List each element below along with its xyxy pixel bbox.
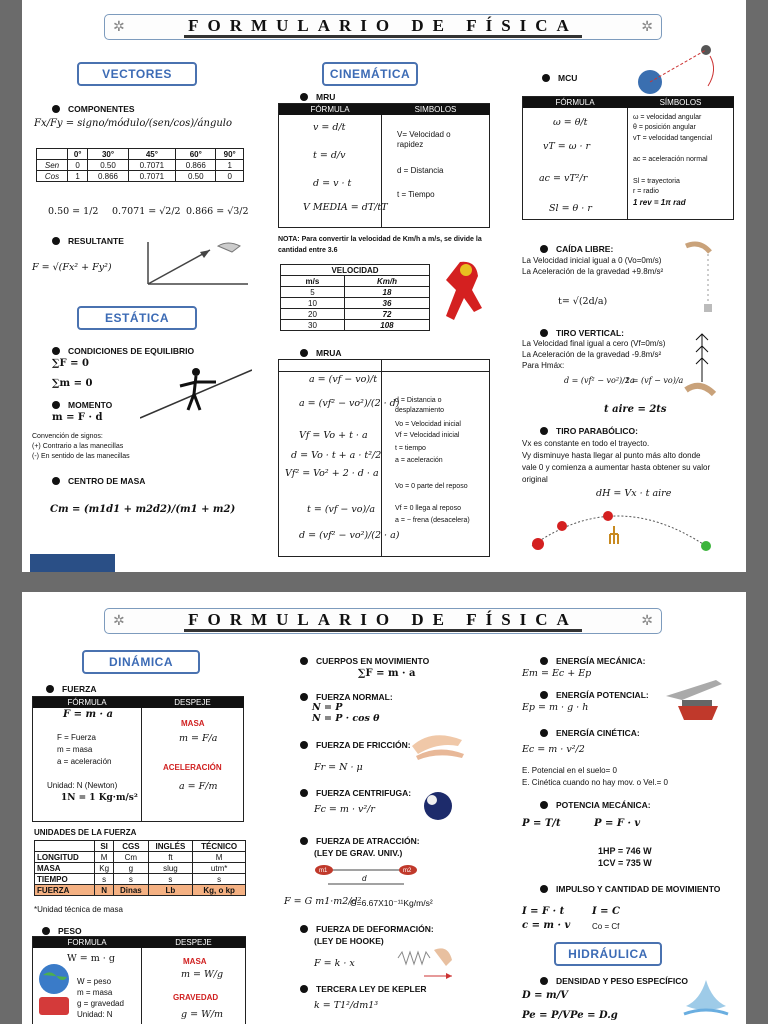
bullet-icon — [46, 685, 54, 693]
bullet-centro-masa: CENTRO DE MASA — [52, 476, 145, 486]
bullet-densidad: DENSIDAD Y PESO ESPECÍFICO — [540, 976, 688, 986]
m2-label: m2 — [403, 868, 412, 874]
mcu-symbol-6: r = radio — [633, 188, 659, 195]
impulso-formula-2: I = C — [592, 906, 620, 917]
scale-globe-illustration — [35, 959, 73, 1019]
mrua-formula-1: a = (vf − vo)/t — [309, 374, 378, 385]
mrua-formula-7: d = (vf² − vo²)/(2 · a) — [299, 530, 400, 541]
m1-label: m1 — [319, 868, 328, 874]
bullet-resultante: RESULTANTE — [52, 236, 124, 246]
bullet-icon — [42, 927, 50, 935]
tv-line-3: Para Hmáx: — [522, 361, 565, 370]
bullet-icon — [52, 105, 60, 113]
formulario-page-1 — [22, 0, 746, 572]
ornament-icon: ✲ — [113, 18, 125, 34]
bullet-fuerza: FUERZA — [46, 684, 96, 694]
mru-header-simbolos: SIMBOLOS — [381, 104, 490, 115]
bullet-icon — [52, 401, 60, 409]
table-row: LONGITUD M Cm ft M — [35, 852, 246, 863]
page-tab-marker — [30, 554, 115, 572]
bullet-energia-cinetica: ENERGÍA CINÉTICA: — [540, 728, 640, 738]
bullet-impulso: IMPULSO Y CANTIDAD DE MOVIMIENTO — [540, 884, 720, 894]
bullet-condiciones: CONDICIONES DE EQUILIBRIO — [52, 346, 194, 356]
unidades-title: UNIDADES DE LA FUERZA — [34, 828, 137, 837]
mrua-table — [278, 359, 490, 557]
peso-def-4: Unidad: N — [77, 1010, 113, 1019]
parabolic-trajectory-illustration — [522, 500, 722, 556]
mov-formula: ∑F = m · a — [358, 668, 416, 679]
bullet-atraccion: FUERZA DE ATRACCIÓN: — [300, 836, 420, 846]
mcu-symbol-1: ω = velocidad angular — [633, 114, 702, 121]
fuerza-def-2: m = masa — [57, 745, 93, 754]
tv-line-1: La Velocidad final igual a cero (Vf=0m/s) — [522, 339, 666, 348]
bullet-cuerpos-movimiento: CUERPOS EN MOVIMIENTO — [300, 656, 429, 666]
section-dinamica: DINÁMICA — [82, 650, 200, 674]
masa-formula: m = F/a — [179, 733, 218, 744]
table-row: 5 18 — [281, 287, 430, 298]
normal-formula-1: N = P — [312, 702, 343, 713]
mrua-formula-6: t = (vf − vo)/a — [307, 504, 376, 515]
section-cinematica: CINEMÁTICA — [322, 62, 418, 86]
tp-line-1: Vx es constante en todo el trayecto. — [522, 439, 650, 448]
mru-table — [278, 103, 490, 228]
normal-formula-2: N = P · cos θ — [312, 713, 380, 724]
mru-header-formula: FÓRMULA — [279, 104, 381, 115]
velocidad-table: VELOCIDAD m/s Km/h 5 18 10 36 20 72 30 108 — [280, 264, 430, 331]
vector-diagram — [140, 236, 260, 292]
convencion-title: Convención de signos: — [32, 433, 103, 440]
table-row: Cos 1 0.866 0.7071 0.50 0 — [37, 171, 244, 182]
cinetica-note-1: E. Potencial en el suelo= 0 — [522, 766, 617, 775]
unidad-label: Unidad: N (Newton) — [47, 781, 118, 790]
pe-formula-1: Pe = P/V — [522, 1010, 570, 1021]
tp-line-4: original — [522, 475, 548, 484]
mcu-symbol-5: Sl = trayectoria — [633, 178, 680, 185]
table-row: 10 36 — [281, 298, 430, 309]
orbit-illustration — [628, 42, 724, 96]
masa-label: MASA — [181, 719, 205, 728]
convencion-1: (+) Contrario a las manecillas — [32, 443, 124, 450]
mru-formula-3: d = v · t — [313, 178, 352, 189]
falling-object-illustration — [684, 240, 724, 316]
bullet-icon — [540, 329, 548, 337]
mrua-formula-3: Vf = Vo + t · a — [299, 430, 368, 441]
mcu-table: FÓRMULA SÍMBOLOS ω = θ/t vT = ω · r ac = vT²/r Sl = θ · r ω = velocidad angular θ = posición angular vT = velocidad tangencial ac = aceleración normal Sl = trayectoria r = radio 1 rev = 1π rad — [522, 96, 734, 220]
section-estatica: ESTÁTICA — [77, 306, 197, 330]
bullet-potencia: POTENCIA MECÁNICA: — [540, 800, 651, 810]
fuerza-table: FÓRMULA DESPEJE F = m · a F = Fuerza m = masa a = aceleración Unidad: N (Newton) 1N = 1 Kg·m/s² MASA m = F/a ACELERACIÓN a = F/m — [32, 696, 244, 822]
formulario-page-2 — [22, 592, 746, 1024]
tv-formula-1: d = (vf² − vo²)/2a — [564, 376, 635, 385]
speedster-illustration — [440, 258, 492, 340]
table-row: MASA Kg g slug utm* — [35, 863, 246, 874]
peso-def-3: g = gravedad — [77, 999, 124, 1008]
cinetica-formula: Ec = m · v²/2 — [522, 744, 585, 755]
bullet-mru: MRU — [300, 92, 335, 102]
atraccion-g: G=6.67X10⁻¹¹Kg/m/s² — [350, 898, 433, 908]
bullet-icon — [540, 657, 548, 665]
peso-table: FORMULA DESPEJE W = m · g W = peso m = masa g = gravedad Unidad: N MASA m = W/g GRAVEDAD g = W/m — [32, 936, 246, 1024]
bullet-icon — [300, 349, 308, 357]
bullet-fuerza-normal: FUERZA NORMAL: — [300, 692, 393, 702]
resultante-formula: F = √(Fx² + Fy²) — [32, 262, 112, 273]
bullet-momento: MOMENTO — [52, 400, 112, 410]
momento-formula: m = F · d — [52, 412, 103, 423]
trig-table — [36, 148, 244, 182]
table-row: 20 72 — [281, 309, 430, 320]
ornament-icon: ✲ — [641, 18, 653, 34]
impulso-formula-1: I = F · t — [522, 906, 565, 917]
mcu-symbol-3: vT = velocidad tangencial — [633, 135, 713, 142]
fuerza-def-1: F = Fuerza — [57, 733, 96, 742]
mru-formula-2: t = d/v — [313, 150, 346, 161]
tv-formula-3: t aire = 2ts — [604, 404, 667, 415]
aceleracion-label: ACELERACIÓN — [163, 763, 222, 772]
mrua-symbol-1: d = Distancia o desplazamiento — [395, 397, 445, 414]
tp-line-2: Vy disminuye hasta llegar al punto más alto donde — [522, 451, 701, 460]
bullet-icon — [540, 245, 548, 253]
friccion-formula: Fr = N · μ — [314, 762, 363, 773]
hp-equivalence: 1HP = 746 W — [598, 846, 652, 856]
bullet-icon — [540, 729, 548, 737]
mru-symbol-3: t = Tiempo — [397, 190, 435, 199]
convencion-2: (-) En sentido de las manecillas — [32, 453, 130, 460]
table-row: Sen 0 0.50 0.7071 0.866 1 — [37, 160, 244, 171]
nota-conversion: NOTA: Para convertir la velocidad de Km/h a m/s, se divide la cantidad entre 3.6 — [278, 236, 482, 254]
mrua-formula-5: Vf² = Vo² + 2 · d · a — [285, 468, 379, 479]
mrua-symbol-4: t = tiempo — [395, 445, 426, 452]
plane-ship-illustration — [658, 676, 726, 728]
mrua-symbol-6: Vo = 0 parte del reposo — [395, 483, 468, 490]
bullet-icon — [300, 789, 308, 797]
mrua-symbol-5: a = aceleración — [395, 457, 443, 464]
peso-grav-label: GRAVEDAD — [173, 993, 219, 1002]
section-hidraulica: HIDRÁULICA — [554, 942, 662, 966]
bullet-tiro-parabolico: TIRO PARABÓLICO: — [540, 426, 638, 436]
bullet-componentes: COMPONENTES — [52, 104, 135, 114]
bullet-energia-mecanica: ENERGÍA MECÁNICA: — [540, 656, 645, 666]
mrua-symbol-3: Vf = Velocidad inicial — [395, 432, 460, 439]
peso-def-1: W = peso — [77, 977, 112, 986]
bullet-icon — [540, 691, 548, 699]
water-splash-illustration — [678, 976, 734, 1024]
bullet-tiro-vertical: TIRO VERTICAL: — [540, 328, 624, 338]
mrua-symbol-2: Vo = Velocidad inicial — [395, 421, 461, 428]
peso-grav-formula: g = W/m — [181, 1009, 224, 1020]
mru-formula-4: V MEDIA = dT/tT — [303, 202, 388, 213]
mcu-formula-1: ω = θ/t — [553, 117, 588, 128]
ornament-icon: ✲ — [113, 612, 125, 628]
fuerza-formula: F = m · a — [63, 709, 113, 720]
caida-line-1: La Velocidad inicial igual a 0 (Vo=0m/s) — [522, 256, 662, 265]
bullet-icon — [540, 801, 548, 809]
centro-formula: Cm = (m1d1 + m2d2)/(m1 + m2) — [50, 504, 236, 515]
bullet-mrua: MRUA — [300, 348, 342, 358]
centrifuga-formula: Fc = m · v²/r — [314, 804, 375, 815]
identity-1: 0.50 = 1/2 — [48, 206, 99, 217]
peso-formula: W = m · g — [67, 953, 115, 964]
bullet-icon — [52, 477, 60, 485]
bullet-icon — [300, 985, 308, 993]
vertical-throw-illustration — [682, 330, 722, 400]
rubbing-hands-illustration — [410, 726, 468, 760]
title-banner — [104, 14, 662, 40]
ornament-icon: ✲ — [641, 612, 653, 628]
tp-formula: dH = Vx · t aire — [596, 488, 672, 499]
bullet-icon — [300, 693, 308, 701]
bullet-centrifuga: FUERZA CENTRIFUGA: — [300, 788, 411, 798]
peso-masa-formula: m = W/g — [181, 969, 224, 980]
mrua-formula-4: d = Vo · t + a · t²/2 — [291, 450, 382, 461]
atraccion-formula: F = G m1·m2/d² — [284, 896, 362, 907]
bullet-icon — [540, 977, 548, 985]
caida-formula: t= √(2d/a) — [558, 296, 608, 307]
equilibrio-eq1: ∑F = 0 — [52, 358, 89, 369]
bullet-icon — [300, 925, 308, 933]
bullet-icon — [300, 93, 308, 101]
mcu-symbol-7: 1 rev = 1π rad — [633, 198, 686, 207]
bullet-energia-potencial: ENERGÍA POTENCIAL: — [540, 690, 649, 700]
mcu-formula-4: Sl = θ · r — [549, 203, 592, 214]
bullet-icon — [52, 237, 60, 245]
page-title: FORMULARIO DE FÍSICA — [184, 611, 582, 632]
bullet-caida-libre: CAÍDA LIBRE: — [540, 244, 613, 254]
densidad-formula: D = m/V — [522, 990, 569, 1001]
mru-formula-1: v = d/t — [313, 122, 346, 133]
mrua-formula-2: a = (vf² − vo²)/(2 · d) — [299, 398, 400, 409]
componentes-formula: Fx/Fy = signo/módulo/(sen/cos)/ángulo — [34, 118, 233, 129]
page-title: FORMULARIO DE FÍSICA — [184, 17, 582, 38]
bullet-icon — [542, 74, 550, 82]
spring-illustration — [394, 942, 458, 982]
bullet-icon — [52, 347, 60, 355]
potencia-formula-2: P = F · v — [594, 818, 641, 829]
bullet-icon — [540, 885, 548, 893]
equilibrio-eq2: ∑m = 0 — [52, 378, 93, 389]
tv-line-2: La Aceleración de la gravedad -9.8m/s² — [522, 350, 662, 359]
d-label: d — [362, 874, 367, 883]
cv-equivalence: 1CV = 735 W — [598, 858, 652, 868]
kepler-formula: k = T1²/dm1³ — [314, 1000, 379, 1011]
peso-masa-label: MASA — [183, 957, 207, 966]
unidad-eq: 1N = 1 Kg·m/s² — [61, 793, 138, 803]
bullet-icon — [300, 741, 308, 749]
identity-2: 0.7071 = √2/2 — [112, 206, 181, 217]
tp-line-3: vale 0 y comienza a aumentar hasta obtener su valor — [522, 463, 711, 472]
potencia-formula-1: P = T/t — [522, 818, 561, 829]
title-banner — [104, 608, 662, 634]
tv-formula-2: t = (vf − vo)/a — [626, 376, 684, 385]
impulso-formula-3: c = m · v — [522, 920, 571, 931]
table-row: 30 108 — [281, 320, 430, 331]
mru-symbol-2: d = Distancia — [397, 166, 444, 175]
mecanica-formula: Em = Ec + Ep — [522, 668, 592, 679]
pe-formula-2: Pe = D.g — [570, 1010, 618, 1021]
bullet-kepler: TERCERA LEY DE KEPLER — [300, 984, 427, 994]
mcu-formula-2: vT = ω · r — [543, 141, 591, 152]
mcu-formula-3: ac = vT²/r — [539, 173, 588, 184]
bullet-peso: PESO — [42, 926, 82, 936]
bullet-friccion: FUERZA DE FRICCIÓN: — [300, 740, 411, 750]
mrua-symbol-7: Vf = 0 llega al reposo — [395, 505, 461, 512]
mcu-symbol-2: θ = posición angular — [633, 124, 696, 131]
bullet-deformacion: FUERZA DE DEFORMACIÓN: — [300, 924, 434, 934]
table-row: TIEMPO s s s s — [35, 874, 246, 885]
motorcycle-illustration — [418, 788, 458, 824]
section-vectores: VECTORES — [77, 62, 197, 86]
mrua-symbol-8: a = − frena (desacelera) — [395, 517, 470, 524]
peso-def-2: m = masa — [77, 988, 113, 997]
unidades-table: SI CGS INGLÉS TÉCNICO LONGITUD M Cm ft M MASA Kg g slug utm* TIEMPO s s s s FUERZA N Dinas Lb Kg, o kp — [34, 840, 246, 896]
mru-symbol-1: V= Velocidad o rapidez — [397, 130, 451, 149]
impulso-formula-4: Co = Cf — [592, 922, 620, 931]
bullet-icon — [300, 837, 308, 845]
tightrope-walker-illustration — [140, 360, 252, 424]
table-row: FUERZA N Dinas Lb Kg, o kp — [35, 885, 246, 896]
mcu-symbol-4: ac = aceleración normal — [633, 156, 708, 163]
atraccion-sub: (LEY DE GRAV. UNIV.) — [314, 848, 403, 858]
cinetica-note-2: E. Cinética cuando no hay mov. o Vel.= 0 — [522, 778, 668, 787]
bullet-icon — [300, 657, 308, 665]
caida-line-2: La Aceleración de la gravedad +9.8m/s² — [522, 267, 664, 276]
bullet-mcu: MCU — [542, 73, 577, 83]
deformacion-formula: F = k · x — [314, 958, 355, 969]
trig-table-header: 0° 30° 45° 60° 90° — [37, 149, 244, 160]
bullet-icon — [540, 427, 548, 435]
fuerza-def-3: a = aceleración — [57, 757, 112, 766]
aceleracion-formula: a = F/m — [179, 781, 218, 792]
unidades-note: *Unidad técnica de masa — [34, 905, 123, 914]
identity-3: 0.866 = √3/2 — [186, 206, 249, 217]
potencial-formula: Ep = m · g · h — [522, 702, 589, 713]
deformacion-sub: (LEY DE HOOKE) — [314, 936, 384, 946]
